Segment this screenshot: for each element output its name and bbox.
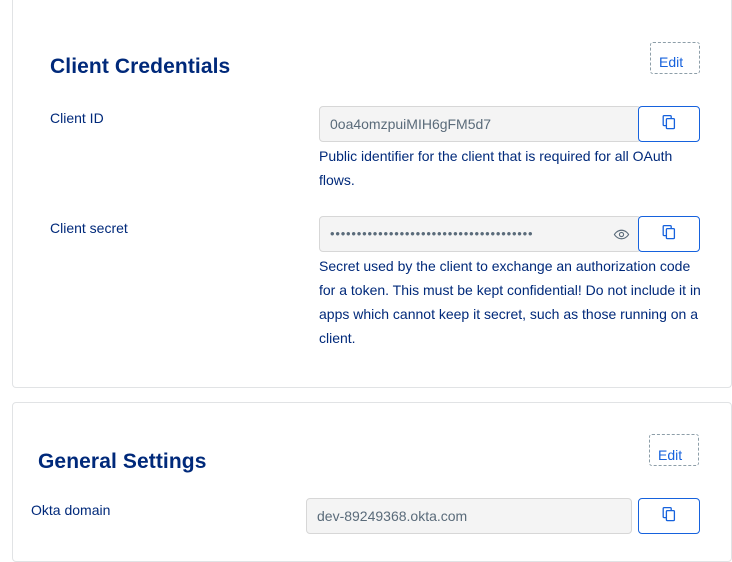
okta-domain-label: Okta domain — [31, 502, 111, 518]
client-id-input[interactable] — [330, 116, 630, 132]
client-id-input-wrap[interactable] — [319, 106, 641, 142]
client-credentials-header — [13, 0, 731, 79]
client-secret-label: Client secret — [50, 220, 128, 236]
general-settings-header — [13, 403, 731, 474]
client-id-label: Client ID — [50, 110, 104, 126]
copy-okta-domain-button[interactable] — [638, 498, 700, 534]
okta-domain-input[interactable] — [317, 508, 621, 524]
copy-client-id-button[interactable] — [638, 106, 700, 142]
copy-icon — [661, 224, 677, 245]
general-settings-card — [12, 402, 732, 562]
eye-icon[interactable] — [609, 226, 630, 243]
client-id-helper-text: Public identifier for the client that is required for all OAuth flows. — [319, 148, 673, 188]
edit-client-credentials-button[interactable]: Edit — [659, 54, 684, 70]
copy-client-secret-button[interactable] — [638, 216, 700, 252]
edit-general-settings-button[interactable]: Edit — [658, 447, 683, 463]
client-credentials-card — [12, 0, 732, 388]
client-secret-masked-value: •••••••••••••••••••••••••••••••••••••• — [330, 226, 534, 241]
client-secret-input-wrap[interactable] — [319, 216, 641, 252]
general-settings-title: General Settings — [38, 450, 207, 474]
okta-domain-input-wrap[interactable] — [306, 498, 632, 534]
client-secret-helper-text: Secret used by the client to exchange an authorization code for a token. This must be kept confidential! Do not include it in apps which cannot keep it secret, such as those running on a client. — [319, 258, 701, 346]
page-title: Client Credentials — [50, 55, 231, 79]
copy-icon — [661, 506, 677, 527]
copy-icon — [661, 114, 677, 135]
